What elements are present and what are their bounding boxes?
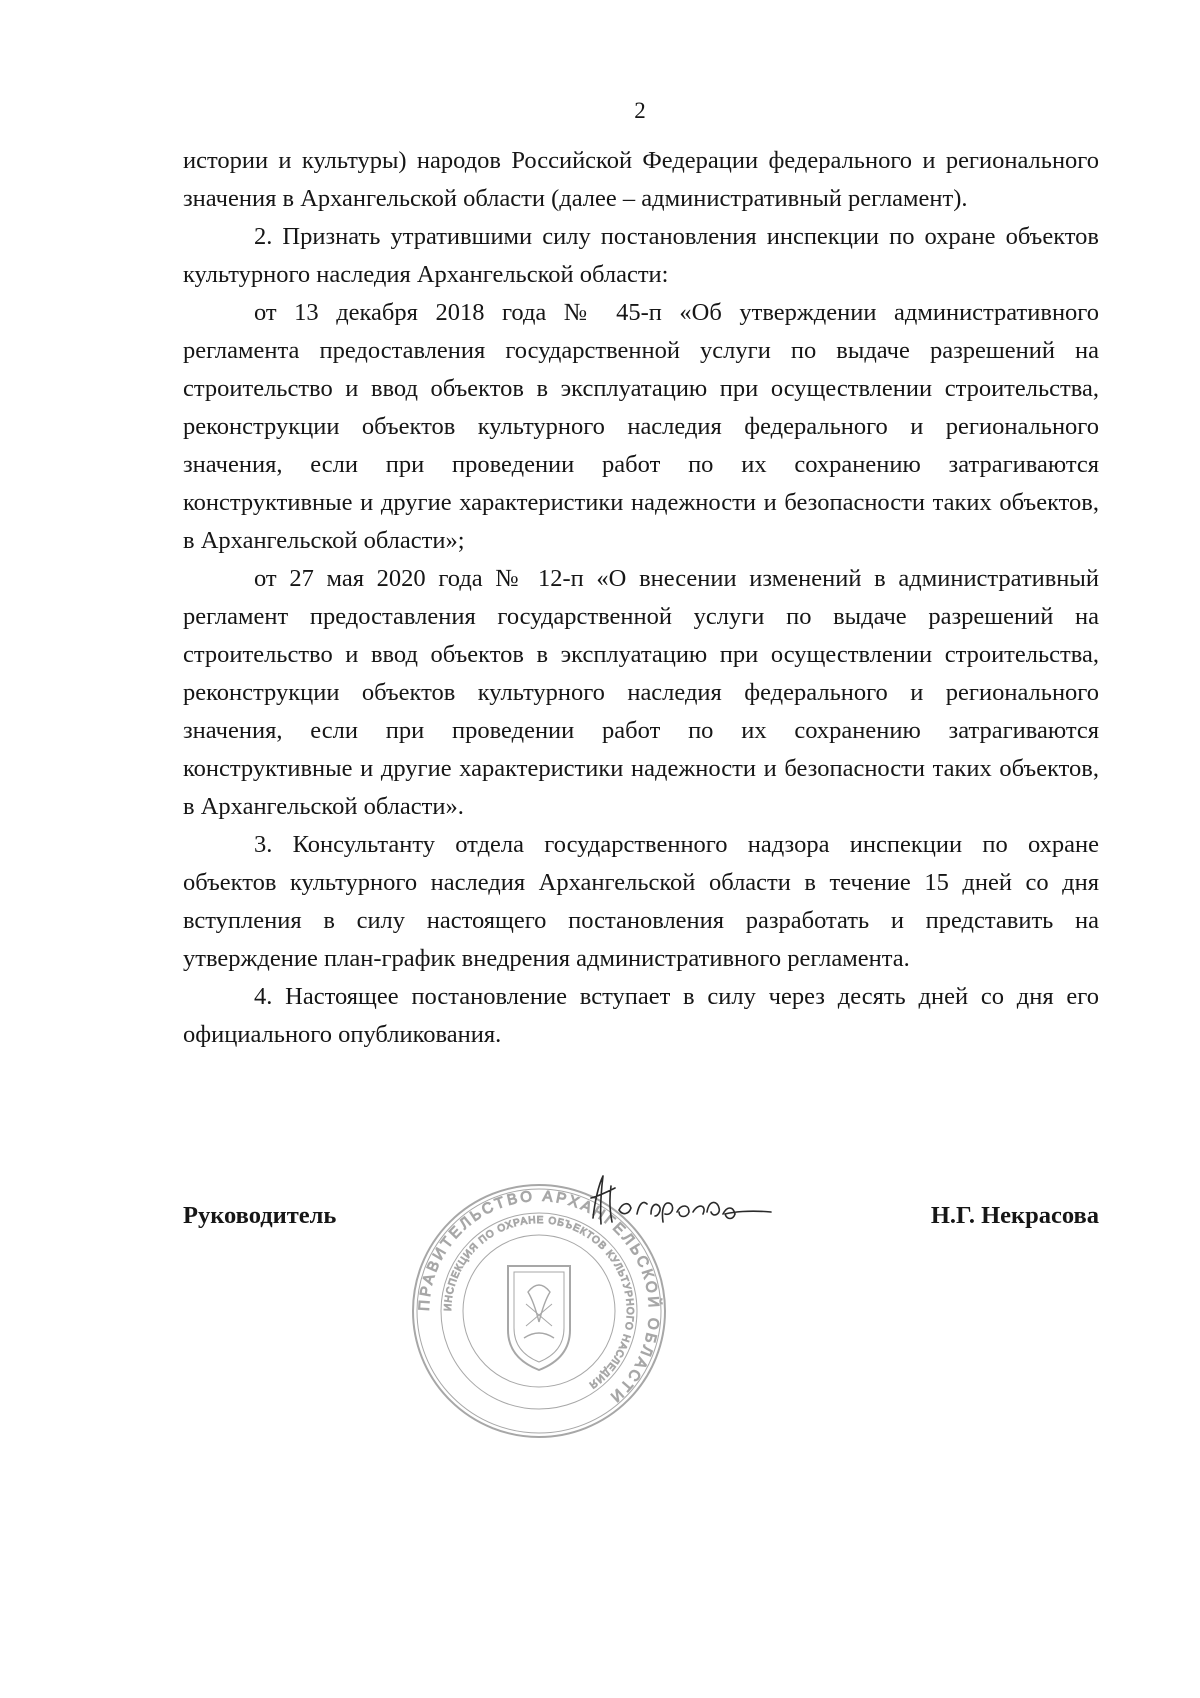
signatory-name: Н.Г. Некрасова	[930, 1202, 1099, 1229]
document-body	[183, 142, 1099, 1054]
paragraph-item-2-b: от 27 мая 2020 года № 12-п «О внесении изменений в административный регламент предоставления государственной услуги по выдаче разрешений на строительство и ввод объектов в эксплуатацию при осуществлении строительства, реконструкции объектов культурного наследия федерального и регионального значения, если при проведении работ по их сохранению затрагиваются конструктивные и другие характеристики надежности и безопасности таких объектов, в Архангельской области».	[183, 565, 1099, 820]
signatory-title: Руководитель	[183, 1202, 337, 1229]
paragraph-item-3: 3. Консультанту отдела государственного надзора инспекции по охране объектов культурного наследия Архангельской области в течение 15 дней со дня вступления в силу настоящего постановления разработать и представить на утверждение план-график внедрения административного регламента.	[183, 831, 1099, 972]
page-number: 2	[634, 98, 646, 123]
seal-outer-text: ПРАВИТЕЛЬСТВО АРХАНГЕЛЬСКОЙ ОБЛАСТИ	[415, 1187, 663, 1407]
seal-inner-text: ИНСПЕКЦИЯ ПО ОХРАНЕ ОБЪЕКТОВ КУЛЬТУРНОГО НАСЛЕДИЯ	[442, 1214, 636, 1391]
coat-of-arms-icon	[508, 1266, 570, 1370]
paragraph-continuation: истории и культуры) народов Российской Федерации федерального и регионального значения в Архангельской области (далее – административный регламент).	[183, 147, 1099, 212]
paragraph-item-4: 4. Настоящее постановление вступает в силу через десять дней со дня его официального опубликования.	[183, 983, 1099, 1048]
paragraph-item-2-a: от 13 декабря 2018 года № 45-п «Об утверждении административного регламента предоставления государственной услуги по выдаче разрешений на строительство и ввод объектов в эксплуатацию при осуществлении строительства, реконструкции объектов культурного наследия федерального и регионального значения, если при проведении работ по их сохранению затрагиваются конструктивные и другие характеристики надежности и безопасности таких объектов, в Архангельской области»;	[183, 299, 1099, 554]
signature-block	[183, 1196, 1099, 1236]
paragraph-item-2: 2. Признать утратившими силу постановления инспекции по охране объектов культурного наследия Архангельской области:	[183, 223, 1099, 288]
